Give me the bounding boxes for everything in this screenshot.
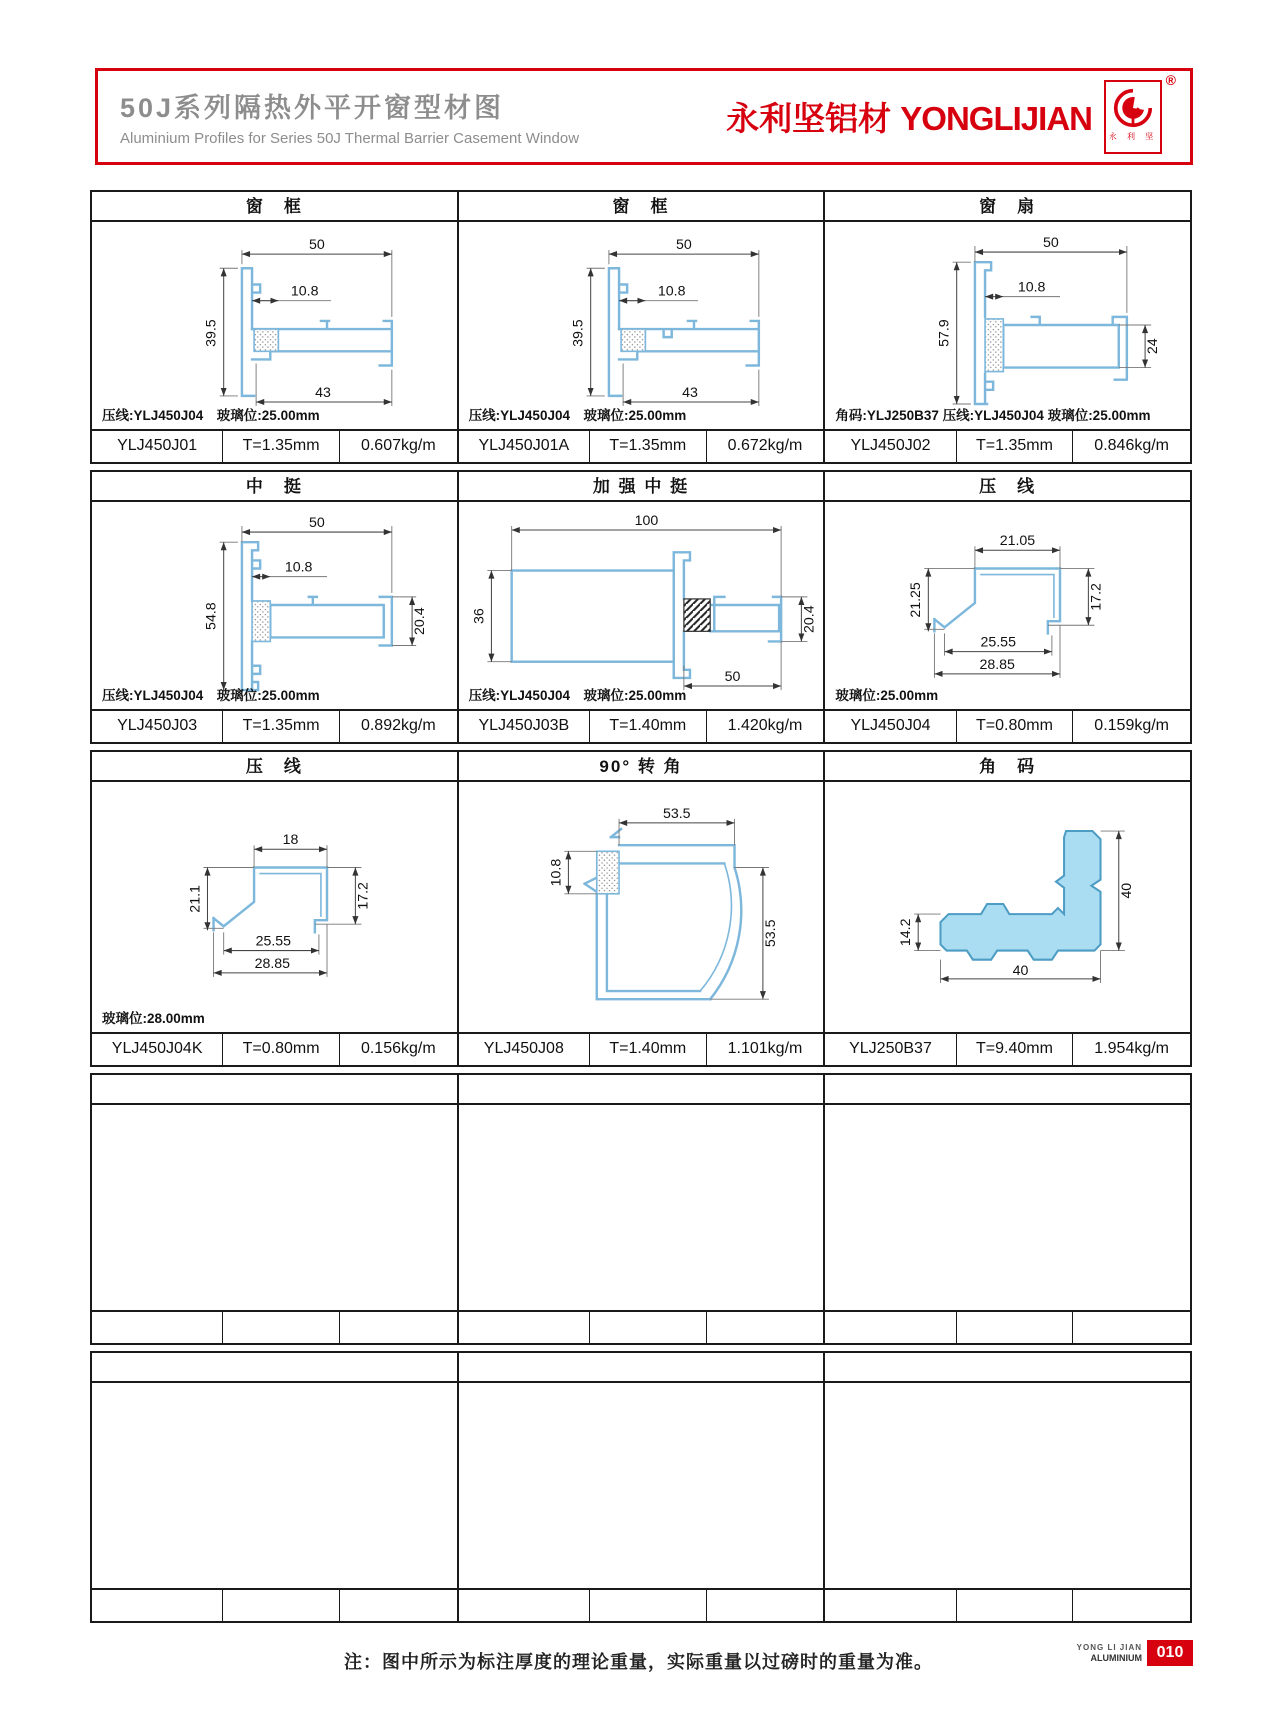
- cell-title: 90° 转 角: [459, 752, 824, 782]
- cell-body: [825, 502, 1190, 709]
- empty-cell: [459, 1353, 826, 1621]
- cell-body: [825, 1105, 1190, 1310]
- mini-brand-line1: YONG LI JIAN: [1076, 1643, 1142, 1652]
- dimension-label: 50: [724, 668, 741, 685]
- dimension-label: 28.85: [979, 656, 1016, 673]
- profile-cell-ylj450j03b: [459, 472, 826, 742]
- page-number: 010: [1147, 1640, 1193, 1666]
- dimensions: [570, 237, 758, 406]
- cell-footer: [459, 1310, 824, 1343]
- dimensions: [204, 515, 429, 690]
- cell-body: [92, 222, 457, 429]
- page-title-en: Aluminium Profiles for Series 50J Thermal Barrier Casement Window: [120, 130, 580, 147]
- weight-cell: 0.159kg/m: [1094, 717, 1170, 734]
- thermal-break: [621, 329, 645, 351]
- dimension-label: 39.5: [570, 319, 587, 347]
- thickness-cell: T=1.40mm: [590, 711, 707, 742]
- profile-drawing-corner-key: [825, 782, 1190, 1032]
- dimensions: [204, 237, 392, 406]
- thickness-cell: T=1.40mm: [590, 1034, 707, 1065]
- cell-title: 角 码: [825, 752, 1190, 782]
- profile-drawing-mullion: [92, 502, 457, 709]
- dimension-label: 54.8: [203, 602, 220, 630]
- weight-cell: 0.607kg/m: [360, 437, 436, 454]
- cell-title: [825, 1353, 1190, 1383]
- profile-row-5-empty: [90, 1351, 1192, 1623]
- hatch-block: [684, 599, 710, 631]
- cell-title: 窗 框: [92, 192, 457, 222]
- dimension-label: 36: [470, 608, 487, 625]
- drawing-note: 玻璃位:25.00mm: [835, 688, 939, 703]
- dimension-label: 21.1: [187, 885, 204, 913]
- empty-cell: [825, 1075, 1190, 1343]
- thickness-cell: T=1.35mm: [957, 431, 1074, 462]
- cell-title: 压 线: [825, 472, 1190, 502]
- weight-cell: 0.892kg/m: [360, 717, 436, 734]
- drawing-note: 压线:YLJ450J04 玻璃位:25.00mm: [468, 688, 687, 703]
- brand-text-en: YONGLIJIAN: [900, 100, 1092, 137]
- thickness-cell: T=1.35mm: [223, 711, 340, 742]
- cell-footer: [825, 1310, 1190, 1343]
- profile-cell-ylj450j01: [92, 192, 459, 462]
- cell-footer: [92, 1032, 457, 1065]
- dimension-label: 25.55: [255, 933, 292, 950]
- model-cell: YLJ450J02: [825, 431, 956, 462]
- cell-title: [92, 1353, 457, 1383]
- empty-cell: [92, 1075, 459, 1343]
- cell-footer: [459, 1588, 824, 1621]
- profile-drawing-frame-2: [459, 222, 824, 429]
- dimension-label: 17.2: [355, 882, 372, 910]
- logo-caption: 永 利 坚: [1108, 131, 1158, 141]
- cell-title: 加 强 中 挺: [459, 472, 824, 502]
- cell-title: [459, 1353, 824, 1383]
- cell-body: [825, 1383, 1190, 1588]
- dimension-label: 20.4: [801, 605, 818, 633]
- profile-cell-ylj450j08: [459, 752, 826, 1065]
- registered-mark: ®: [1165, 71, 1176, 88]
- dimension-label: 28.85: [254, 955, 291, 972]
- weight-cell: 1.420kg/m: [727, 717, 803, 734]
- drawing-note: 玻璃位:28.00mm: [102, 1011, 205, 1026]
- weight-cell: 0.672kg/m: [727, 437, 803, 454]
- cell-title: 压 线: [92, 752, 457, 782]
- page-number-badge: [1077, 1640, 1193, 1666]
- cell-title: 中 挺: [92, 472, 457, 502]
- dimension-label: 50: [308, 237, 325, 254]
- dimension-label: 53.5: [662, 805, 691, 822]
- dimension-label: 10.8: [290, 283, 319, 300]
- profile-cell-ylj450j04: [825, 472, 1190, 742]
- cell-body: [92, 782, 457, 1032]
- dimension-label: 14.2: [898, 918, 915, 947]
- cell-footer: [825, 709, 1190, 742]
- profile-drawing-reinforced-mullion: [459, 502, 824, 709]
- cell-footer: [92, 709, 457, 742]
- cell-footer: [459, 429, 824, 462]
- model-cell: YLJ450J04K: [92, 1034, 223, 1065]
- thermal-break: [596, 851, 618, 894]
- dimension-label: 53.5: [762, 919, 779, 948]
- brand-logo-box: [1104, 80, 1162, 154]
- dimension-label: 10.8: [547, 858, 564, 887]
- model-cell: YLJ250B37: [825, 1034, 956, 1065]
- profile-cell-ylj250b37: [825, 752, 1190, 1065]
- dimension-label: 43: [681, 384, 698, 401]
- model-cell: YLJ450J03: [92, 711, 223, 742]
- brand-text: [726, 93, 1092, 140]
- dimension-label: 50: [1043, 234, 1060, 251]
- footer-note: 注：图中所示为标注厚度的理论重量，实际重量以过磅时的重量为准。: [344, 1652, 933, 1672]
- thickness-cell: T=0.80mm: [223, 1034, 340, 1065]
- cell-body: [92, 502, 457, 709]
- drawing-note: 角码:YLJ250B37 压线:YLJ450J04 玻璃位:25.00mm: [835, 408, 1151, 423]
- dimension-label: 21.05: [1000, 533, 1036, 550]
- dimension-label: 10.8: [1018, 279, 1046, 296]
- profile-cell-ylj450j04k: [92, 752, 459, 1065]
- cell-body: [459, 782, 824, 1032]
- drawing-note: 压线:YLJ450J04 玻璃位:25.00mm: [102, 408, 320, 423]
- profile-drawing-corner-90: [459, 782, 824, 1032]
- thermal-break: [985, 319, 1003, 372]
- empty-cell: [459, 1075, 826, 1343]
- cell-body: [825, 782, 1190, 1032]
- cell-title: [825, 1075, 1190, 1105]
- dimension-label: 40: [1012, 962, 1029, 979]
- model-cell: YLJ450J03B: [459, 711, 590, 742]
- dimension-label: 100: [634, 512, 658, 529]
- weight-cell: 0.156kg/m: [360, 1040, 436, 1057]
- dimensions: [548, 806, 779, 999]
- cell-footer: [825, 429, 1190, 462]
- dimension-label: 20.4: [412, 607, 429, 635]
- brand-block: [726, 71, 1190, 154]
- cell-body: [459, 1383, 824, 1588]
- model-cell: YLJ450J08: [459, 1034, 590, 1065]
- cell-body: [459, 502, 824, 709]
- cell-footer: [92, 1588, 457, 1621]
- cell-body: [92, 1383, 457, 1588]
- mini-brand-line2: ALUMINIUM: [1090, 1653, 1142, 1663]
- thickness-cell: T=0.80mm: [957, 711, 1074, 742]
- cell-title: [92, 1075, 457, 1105]
- dimensions: [471, 513, 817, 690]
- logo-swirl-icon: [1113, 87, 1153, 129]
- profile-row-3: [90, 750, 1192, 1067]
- profile-drawing-bead-1: [825, 502, 1190, 709]
- model-cell: YLJ450J01A: [459, 431, 590, 462]
- weight-cell: 1.101kg/m: [727, 1040, 803, 1057]
- dimension-label: 18: [282, 832, 299, 849]
- cell-title: [459, 1075, 824, 1105]
- cell-footer: [459, 709, 824, 742]
- profile-row-2: [90, 470, 1192, 744]
- cell-body: [459, 1105, 824, 1310]
- brand-logo: [1104, 71, 1176, 154]
- thermal-break: [252, 601, 270, 642]
- page-title-cn: 50J系列隔热外平开窗型材图: [120, 93, 505, 123]
- drawing-note: 压线:YLJ450J04 玻璃位:25.00mm: [468, 408, 687, 423]
- dimension-label: 10.8: [657, 283, 686, 300]
- corner-bracket-shape: [941, 831, 1101, 960]
- dimension-label: 39.5: [203, 319, 220, 347]
- profile-row-1: [90, 190, 1192, 464]
- dimension-label: 40: [1119, 882, 1136, 899]
- dimension-label: 24: [1145, 338, 1162, 355]
- dimensions: [187, 832, 371, 977]
- cell-footer: [92, 429, 457, 462]
- cell-body: [825, 222, 1190, 429]
- cell-footer: [459, 1032, 824, 1065]
- cell-footer: [92, 1310, 457, 1343]
- cell-body: [92, 1105, 457, 1310]
- dimension-label: 21.25: [908, 582, 925, 618]
- dimension-label: 57.9: [936, 319, 953, 347]
- dimension-label: 17.2: [1088, 583, 1105, 611]
- dimension-label: 50: [675, 237, 692, 254]
- weight-cell: 0.846kg/m: [1094, 437, 1170, 454]
- thermal-break: [254, 329, 278, 351]
- thickness-cell: T=9.40mm: [957, 1034, 1074, 1065]
- cell-body: [459, 222, 824, 429]
- page-title-block: [98, 86, 726, 147]
- empty-cell: [825, 1353, 1190, 1621]
- dimension-label: 43: [315, 384, 331, 401]
- cell-footer: [825, 1588, 1190, 1621]
- dimension-label: 50: [308, 514, 325, 531]
- model-cell: YLJ450J04: [825, 711, 956, 742]
- weight-cell: 1.954kg/m: [1094, 1040, 1170, 1057]
- cell-title: 窗 扇: [825, 192, 1190, 222]
- cell-footer: [825, 1032, 1190, 1065]
- profile-outline: [511, 552, 780, 678]
- profile-cell-ylj450j02: [825, 192, 1190, 462]
- profile-cell-ylj450j03: [92, 472, 459, 742]
- dimension-label: 25.55: [980, 634, 1017, 651]
- dimensions: [909, 533, 1105, 678]
- empty-cell: [92, 1353, 459, 1621]
- page-header: [95, 68, 1193, 165]
- profile-outline: [935, 569, 1061, 634]
- profile-row-4-empty: [90, 1073, 1192, 1345]
- profile-cell-ylj450j01a: [459, 192, 826, 462]
- brand-text-cn: 永利坚铝材: [726, 100, 892, 137]
- model-cell: YLJ450J01: [92, 431, 223, 462]
- thickness-cell: T=1.35mm: [590, 431, 707, 462]
- profile-drawing-sash: [825, 222, 1190, 429]
- mini-brand: [1077, 1643, 1142, 1663]
- profile-drawing-frame-1: [92, 222, 457, 429]
- profile-table: [90, 190, 1192, 1629]
- drawing-note: 压线:YLJ450J04 玻璃位:25.00mm: [102, 688, 320, 703]
- cell-title: 窗 框: [459, 192, 824, 222]
- dimension-label: 10.8: [284, 559, 313, 576]
- profile-outline: [214, 867, 327, 932]
- thickness-cell: T=1.35mm: [223, 431, 340, 462]
- profile-drawing-bead-2: [92, 782, 457, 1032]
